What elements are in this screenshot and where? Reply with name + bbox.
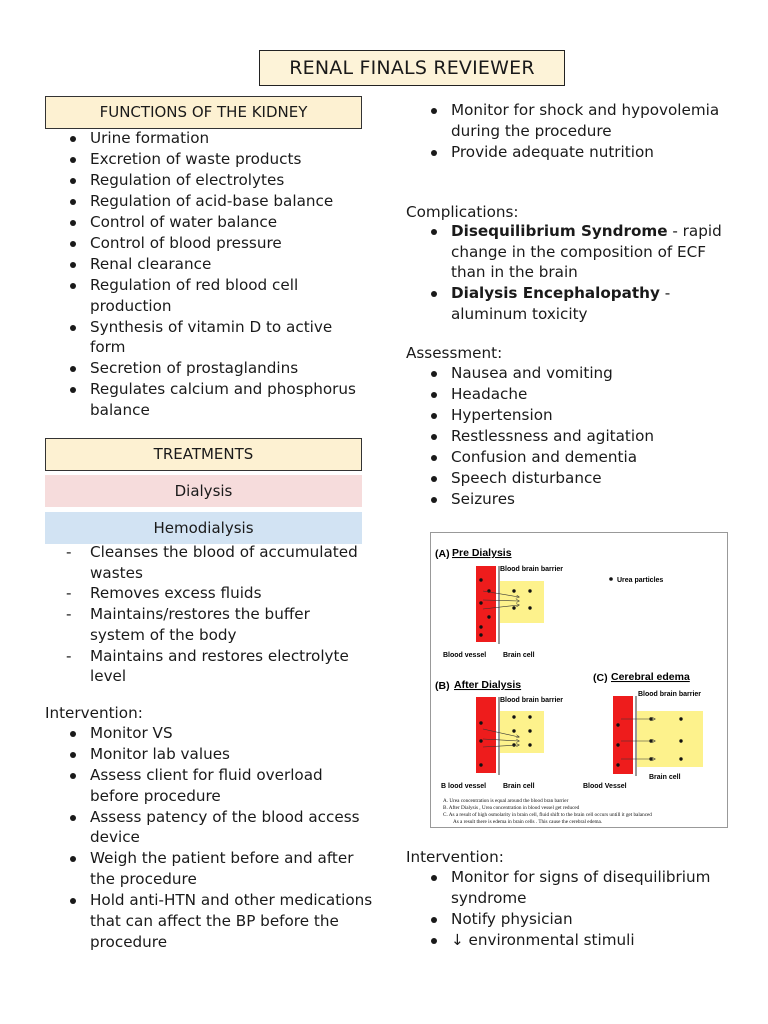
caption-line: A. Urea concentration is equal around the blood bran barrier bbox=[443, 798, 569, 804]
urea-label: Urea particles bbox=[617, 577, 664, 584]
list-item: Notify physician bbox=[406, 909, 726, 930]
list-item: Weigh the patient before and after the procedure bbox=[45, 848, 375, 889]
hemodialysis-points bbox=[45, 542, 365, 687]
list-item: Excretion of waste products bbox=[45, 149, 365, 170]
brain-cell-a-label: Brain cell bbox=[503, 652, 535, 659]
blood-vessel-a bbox=[476, 566, 496, 642]
assessment-list bbox=[406, 363, 726, 510]
list-item: Monitor VS bbox=[45, 723, 375, 744]
list-item: Control of water balance bbox=[45, 212, 365, 233]
list-item: - Cleanses the blood of accumulated wastes bbox=[45, 542, 365, 583]
list-item: Seizures bbox=[406, 489, 726, 510]
complications-list bbox=[406, 221, 726, 325]
list-item: Nausea and vomiting bbox=[406, 363, 726, 384]
intervention-list bbox=[45, 723, 375, 953]
vessel-b-label: B lood vessel bbox=[441, 783, 487, 790]
list-item: Regulation of electrolytes bbox=[45, 170, 365, 191]
vessel-c-label: Blood Vessel bbox=[583, 783, 627, 790]
list-item: Assess patency of the blood access device bbox=[45, 807, 375, 848]
list-item: Urine formation bbox=[45, 128, 365, 149]
bbb-label: Blood brain barrier bbox=[500, 697, 564, 704]
panel-b-title: After Dialysis bbox=[454, 679, 522, 691]
list-item: Renal clearance bbox=[45, 254, 365, 275]
list-item: Confusion and dementia bbox=[406, 447, 726, 468]
brain-cell-c bbox=[637, 711, 703, 767]
complication-term: Dialysis Encephalopathy bbox=[451, 284, 660, 303]
panel-c-title: Cerebral edema bbox=[611, 671, 690, 683]
complication-desc: - rapid change in the composition of ECF than in the brain bbox=[451, 222, 722, 282]
caption-line: As a result there is edema in brain cells . This cause the cerebral edema. bbox=[453, 819, 603, 825]
caption-line: B. After Dialysis , Urea concentration in blood vessel get reduced bbox=[443, 805, 580, 811]
dialysis-heading: Dialysis bbox=[45, 475, 362, 507]
page-title: RENAL FINALS REVIEWER bbox=[259, 50, 565, 86]
bbb-label: Blood brain barrier bbox=[638, 691, 702, 698]
list-item: Restlessness and agitation bbox=[406, 426, 726, 447]
blood-vessel-b bbox=[476, 697, 496, 773]
panel-c-label: (C) bbox=[593, 672, 608, 684]
list-item: Hypertension bbox=[406, 405, 726, 426]
dialysis-diagram bbox=[430, 532, 728, 828]
panel-a-label: (A) bbox=[435, 548, 450, 560]
list-item: Regulation of red blood cell production bbox=[45, 275, 365, 316]
figure-caption bbox=[443, 798, 652, 825]
complications-heading: Complications: bbox=[406, 203, 519, 221]
brain-cell-b bbox=[500, 711, 544, 753]
functions-heading: FUNCTIONS OF THE KIDNEY bbox=[45, 96, 362, 129]
list-item bbox=[406, 221, 726, 283]
intervention-heading: Intervention: bbox=[45, 704, 143, 722]
intervention2-list bbox=[406, 867, 726, 951]
list-item: Control of blood pressure bbox=[45, 233, 365, 254]
list-item bbox=[406, 283, 726, 324]
complication-term: Disequilibrium Syndrome bbox=[451, 222, 668, 240]
urea-legend-dot bbox=[609, 577, 613, 581]
list-item: Regulation of acid-base balance bbox=[45, 191, 365, 212]
list-item: ↓ environmental stimuli bbox=[406, 930, 726, 951]
list-item: Regulates calcium and phosphorus balance bbox=[45, 379, 365, 420]
hemodialysis-heading: Hemodialysis bbox=[45, 512, 362, 544]
list-item: Monitor for shock and hypovolemia during the procedure bbox=[406, 100, 726, 141]
brain-cell-c-label: Brain cell bbox=[649, 774, 681, 781]
assessment-heading: Assessment: bbox=[406, 344, 503, 362]
brain-cell-a bbox=[500, 581, 544, 623]
functions-list bbox=[45, 128, 365, 421]
panel-b-label: (B) bbox=[435, 680, 450, 692]
bbb-label: Blood brain barrier bbox=[500, 566, 564, 573]
brain-cell-b-label: Brain cell bbox=[503, 783, 535, 790]
list-item: - Removes excess fluids bbox=[45, 583, 365, 604]
list-item: Monitor lab values bbox=[45, 744, 375, 765]
caption-line: C. As a result of high osmolarity in brain cell, fluid shift to the brain cell occurs untill it get balanced bbox=[443, 812, 652, 818]
treatments-heading: TREATMENTS bbox=[45, 438, 362, 471]
panel-a-title: Pre Dialysis bbox=[452, 547, 512, 559]
list-item: - Maintains and restores electrolyte level bbox=[45, 646, 365, 687]
complication-desc: - aluminum toxicity bbox=[451, 284, 671, 324]
list-item: Monitor for signs of disequilibrium syndrome bbox=[406, 867, 726, 908]
list-item: Speech disturbance bbox=[406, 468, 726, 489]
list-item: Synthesis of vitamin D to active form bbox=[45, 317, 365, 358]
list-item: Provide adequate nutrition bbox=[406, 142, 726, 163]
vessel-a-label: Blood vessel bbox=[443, 652, 487, 659]
list-item: Hold anti-HTN and other medications that can affect the BP before the procedure bbox=[45, 890, 375, 952]
procedure-list bbox=[406, 100, 726, 163]
blood-vessel-c bbox=[613, 696, 633, 774]
intervention2-heading: Intervention: bbox=[406, 848, 504, 866]
list-item: Headache bbox=[406, 384, 726, 405]
list-item: Secretion of prostaglandins bbox=[45, 358, 365, 379]
list-item: Assess client for fluid overload before procedure bbox=[45, 765, 375, 806]
list-item: - Maintains/restores the buffer system of the body bbox=[45, 604, 365, 645]
